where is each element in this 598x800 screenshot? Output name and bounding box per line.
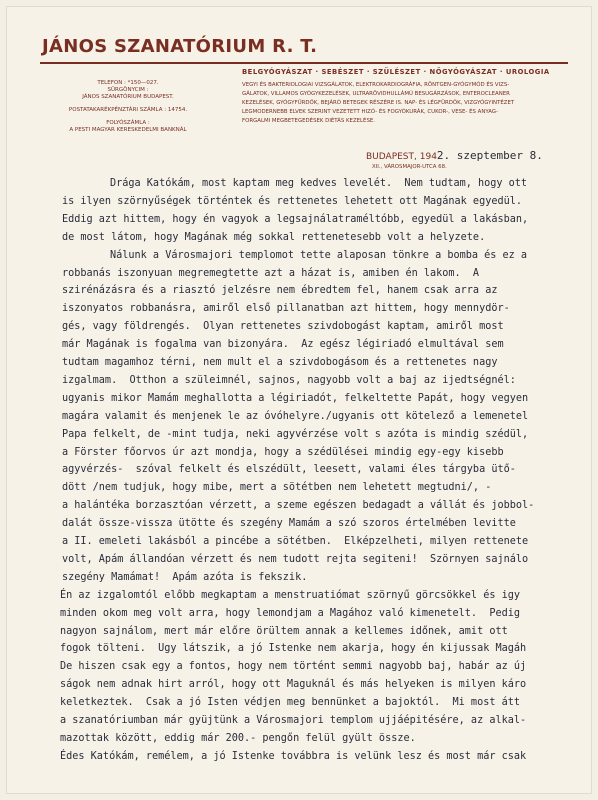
letter-line: nagyon sajnálom, mert már előre örültem annak a kellemes időnek, amit ott [60, 625, 508, 637]
letter-line: gés, vagy földrengés. Olyan rettenetes szivdobogást kaptam, amiről most [62, 321, 504, 333]
letterhead-title: JÁNOS SZANATÓRIUM R. T. [42, 36, 318, 57]
letterhead-rule [40, 62, 568, 64]
services-line: FORGALMI MEGBETEGEDÉSEK DIÉTÁS KEZELÉSE. [242, 118, 375, 124]
letter-line: ságok nem adnak hirt arról, hogy ott Maguknál és más helyeken is milyen káro [60, 679, 527, 691]
services-line: VEGYI ÉS BAKTERIOLOGIAI VIZSGÁLATOK, ELEKTROKARDIOGRÁFIA, RÖNTGEN-GYÓGYMÓD ÉS VIZS- [242, 82, 510, 88]
phone-number: TELEFON : *150—027. [97, 80, 159, 86]
letterhead-services [242, 81, 568, 126]
current-account-label: FOLYÓSZÁMLA : [106, 120, 150, 126]
letter-line: minden okom meg volt arra, hogy lemondjam a Magához való kimenetelt. Pedig [60, 607, 521, 619]
letter-line: Drága Katókám, most kaptam meg kedves levelét. Nem tudtam, hogy ott [110, 178, 528, 189]
telegram-address: JÁNOS SZANATÓRIUM BUDAPEST. [82, 94, 174, 100]
letter-line: robbanás iszonyuan megremegtette azt a házat is, amiben én lakom. A [62, 267, 480, 279]
letter-line: fogok tölteni. Ugy látszik, a jó Istenke nem akarja, hogy én kijussak Magáh [60, 643, 527, 655]
postal-account: POSTATAKARÉKPÉNZTÁRI SZÁMLA : 14754. [68, 107, 188, 113]
bank-name: A PESTI MAGYAR KERESKEDELMI BANKNÁL [69, 127, 187, 133]
letter-line: Nálunk a Városmajori templomot tette alaposan tönkre a bomba és ez a [110, 249, 528, 261]
letter-line: mazottak között, eddig már 200.- pengőn felül gyült össze. [60, 732, 416, 744]
letter-line: Én az izgalomtól előbb megkaptam a menstruatiómat szörnyű görcsökkel és igy [60, 589, 521, 601]
letter-line: dalát össze-vissza ütötte és szegény Mamám a szó szoros értelmében levitte [62, 518, 516, 530]
letter-page [6, 6, 592, 794]
letter-line: volt, Apám állandóan vérzett és nem tudott rejta segiteni! Szörnyen sajnálo [62, 553, 529, 565]
letter-line: de most látom, hogy Magának még sokkal rettenetesebb volt a helyzete. [62, 231, 486, 243]
dateline [366, 149, 543, 162]
letter-line: szirénázásra és a riasztó jelzésre nem ébredtem fel, hanem csak arra az [62, 285, 498, 297]
letter-line: a halántéka borzasztóan vérzett, a szeme egészen bedagadt a vállát és jobbol- [62, 500, 535, 512]
letter-line: iszonyatos robbanásra, amiről első pillanatban azt hittem, hogy mennydör- [62, 303, 510, 315]
letter-line: Édes Katókám, remélem, a jó Istenke továbbra is velünk lesz és most már csak [60, 750, 527, 762]
telegram-label: SÜRGÖNYCIM : [107, 87, 149, 93]
letter-line: Papa felkelt, de -mint tudja, neki agyvérzése volt s azóta is mindig szédül, [62, 428, 529, 440]
services-line: LEGMODERNEBB ELVEK SZERINT VEZETETT HIZÓ- ÉS FOGYÓKURÁK, CUKOR-, VESE- ÉS ANYAG- [242, 109, 498, 115]
letter-line: a Förster főorvos úr azt mondja, hogy a szédülései mindig egy-egy kisebb [62, 446, 504, 458]
letter-line: agyvérzés- szóval felkelt és elszédült, leesett, valami éles tárgyba ütő- [62, 464, 516, 476]
letter-line: a szanatóriumban már gyüjtünk a Városmajori templom ujjáépitésére, az alkal- [60, 715, 527, 726]
letter-line: dött /nem tudjuk, hogy mibe, mert a sötétben nem lehetett megtudni/, - [62, 482, 492, 494]
letter-line: Eddig azt hittem, hogy én vagyok a legsajnálatraméltóbb, egyedül a lakásban, [62, 213, 529, 225]
services-line: KEZELÉSEK, GYÓGYFÜRDŐK, BEJÁRÓ BETEGEK RÉSZÉRE IS. NAP- ÉS LÉGFÜRDŐK, VIZGYÓGYINTÉZET [242, 100, 515, 106]
letter-line: magára valamit és menjenek le az óvóhelyre./ugyanis ott kötelező a lemenetel [62, 410, 529, 422]
services-line: GÁLATOK, VILLAMOS GYÓGYKEZELÉSEK, ULTRARÖVIDHULLÁMÚ BESUGÁRZÁSOK, ENTEROCLEANER [242, 91, 510, 97]
letter-line: De hiszen csak egy a fontos, hogy nem történt semmi nagyobb baj, habár az új [60, 661, 527, 673]
dateline-typed-date: 2. szeptember 8. [436, 149, 543, 162]
letterhead-specialties: BELGYÓGYÁSZAT · SEBÉSZET · SZÜLÉSZET · NŐGYÓGYÁSZAT · UROLOGIA [242, 68, 550, 76]
letter-line: izgalmam. Otthon a szüleimnél, sajnos, nagyobb volt a baj az ijedtségnél: [62, 374, 516, 386]
letter-line: tudtam magamhoz térni, nem mult el a szivdobogásom és a rettenetes nagy [62, 357, 498, 368]
letter-line: szegény Mamámat! Apám azóta is fekszik. [62, 571, 308, 583]
letter-line: a II. emeleti lakásból a pincébe a sötétben. Elképzelheti, milyen rettenete [62, 536, 529, 547]
letter-line: keletkeztek. Csak a jó Isten védjen meg bennünket a bajoktól. Mi most átt [60, 697, 521, 709]
dateline-printed-prefix: BUDAPEST, 194 [366, 152, 437, 162]
letter-line: már Magának is fogalma van bizonyára. Az egész légiriadó elmultával sem [62, 339, 504, 351]
letterhead-contact [40, 80, 216, 134]
letter-line: is ilyen szörnyűségek történtek és rettenetes lehetett ott Magának egyedül. [62, 195, 523, 207]
sanatorium-address: XII., VÁROSMAJOR-UTCA 68. [372, 164, 447, 170]
letter-line: ugyanis mikor Mamám meghallotta a légiriadót, felkeltette Papát, hogy vegyen [62, 392, 529, 404]
